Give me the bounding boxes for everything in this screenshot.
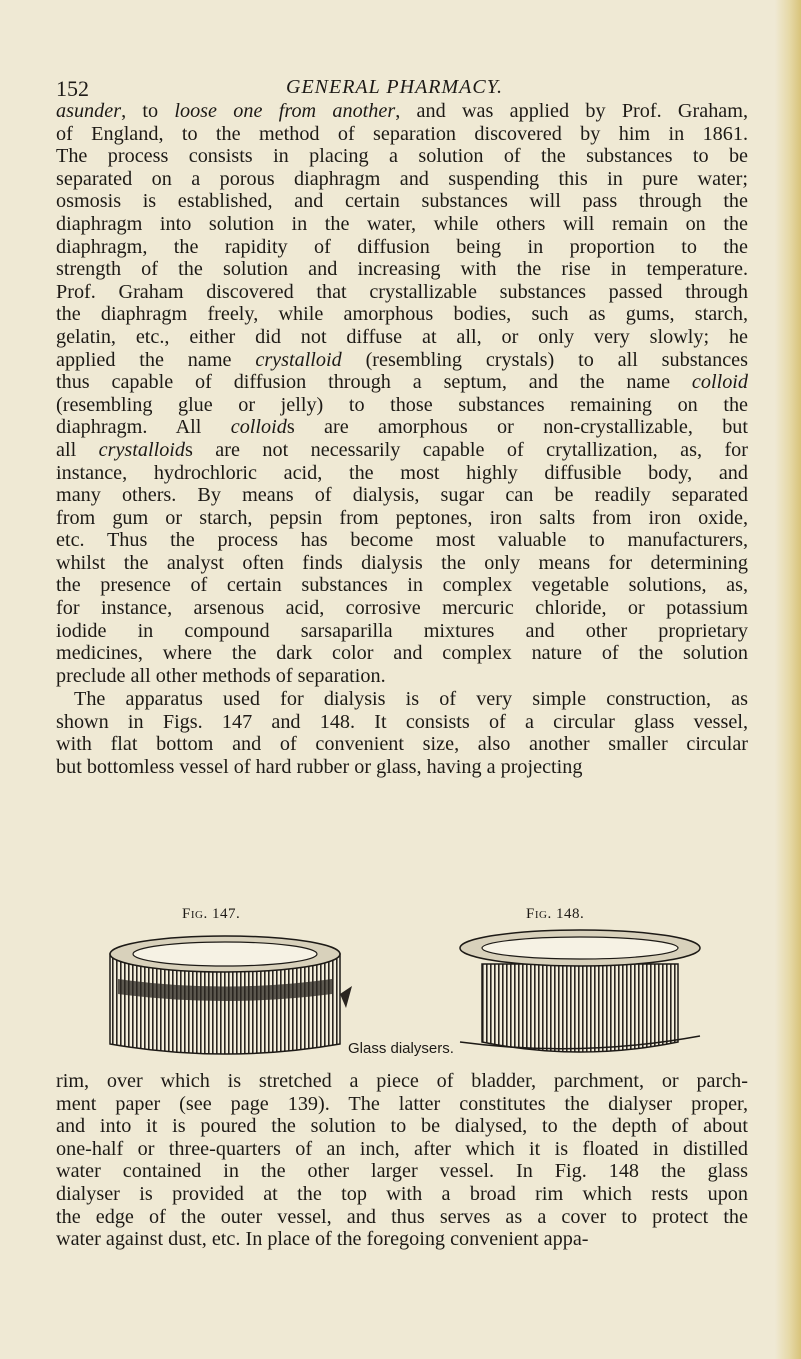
text-line: one-half or three-quarters of an inch, after which it is floated in distilled: [56, 1137, 748, 1160]
text-line: etc. Thus the process has become most valuable to manufacturers,: [56, 529, 748, 552]
text-line: osmosis is established, and certain substances will pass through the: [56, 190, 748, 213]
text-line: dialyser is provided at the top with a broad rim which rests upon: [56, 1182, 748, 1205]
text-line: medicines, where the dark color and complex nature of the solution: [56, 642, 748, 665]
text-line: with flat bottom and of convenient size, also another smaller circular: [56, 733, 748, 756]
text-line: diaphragm. All colloids are amorphous or non-crystallizable, but: [56, 416, 749, 439]
page-number: 152: [56, 76, 89, 101]
text-line: separated on a porous diaphragm and suspending this in pure water;: [56, 167, 748, 190]
text-line: whilst the analyst often finds dialysis the only means for determining: [56, 551, 748, 574]
text-line: and into it is poured the solution to be dialysed, to the depth of about: [56, 1115, 748, 1138]
text-line: all crystalloids are not necessarily capable of crytallization, as, for: [56, 438, 748, 461]
text-line: from gum or starch, pepsin from peptones, iron salts from iron oxide,: [56, 506, 748, 529]
text-line: the presence of certain substances in complex vegetable solutions, as,: [56, 574, 748, 597]
text-line: instance, hydrochloric acid, the most highly diffusible body, and: [56, 461, 748, 484]
text-line: shown in Figs. 147 and 148. It consists of a circular glass vessel,: [56, 710, 748, 733]
text-line: gelatin, etc., either did not diffuse at all, or only very slowly; he: [56, 325, 748, 348]
text-line: strength of the solution and increasing with the rise in temperature.: [56, 258, 748, 281]
text-line: iodide in compound sarsaparilla mixtures and other proprietary: [56, 619, 748, 642]
figure-147-dialyser-illustration: [100, 924, 355, 1059]
text-line: thus capable of diffusion through a septum, and the name colloid: [56, 371, 748, 394]
text-line: ment paper (see page 139). The latter constitutes the dialyser proper,: [56, 1092, 748, 1115]
page-edge-shadow: [775, 0, 801, 1359]
text-line: preclude all other methods of separation.: [56, 664, 386, 687]
figure-caption: Glass dialysers.: [348, 1040, 454, 1057]
text-line: rim, over which is stretched a piece of bladder, parchment, or parch-: [56, 1070, 748, 1092]
text-line: Prof. Graham discovered that crystallizable substances passed through: [56, 280, 748, 303]
text-line: many others. By means of dialysis, sugar can be readily separated: [56, 484, 748, 507]
text-line: but bottomless vessel of hard rubber or glass, having a projecting: [56, 755, 583, 778]
figure-147-label: Fig. 147.: [182, 906, 241, 922]
text-line: diaphragm, the rapidity of diffusion being in proportion to the: [56, 235, 748, 258]
text-line: the edge of the outer vessel, and thus serves as a cover to protect the: [56, 1205, 748, 1228]
text-line: of England, to the method of separation discovered by him in 1861.: [56, 122, 748, 145]
text-line: the diaphragm freely, while amorphous bodies, such as gums, starch,: [56, 303, 748, 326]
text-line: (resembling glue or jelly) to those substances remaining on the: [56, 393, 748, 416]
text-line: water against dust, etc. In place of the foregoing convenient appa-: [56, 1228, 589, 1251]
text-line: diaphragm into solution in the water, while others will remain on the: [56, 212, 748, 235]
figure-148-dialyser-illustration: [450, 924, 710, 1059]
text-line: The process consists in placing a solution of the substances to be: [56, 145, 748, 168]
text-line: applied the name crystalloid (resembling crystals) to all substances: [56, 348, 748, 371]
paragraph-apparatus: [56, 688, 748, 778]
text-line: The apparatus used for dialysis is of very simple construction, as: [74, 688, 748, 710]
text-line: water contained in the other larger vessel. In Fig. 148 the glass: [56, 1160, 748, 1183]
paragraph-dialyser-description: [56, 1070, 748, 1251]
figure-148-label: Fig. 148.: [526, 906, 585, 922]
text-line: for instance, arsenous acid, corrosive mercuric chloride, or potassium: [56, 597, 748, 620]
text-line: asunder, to loose one from another, and was applied by Prof. Graham,: [56, 100, 748, 122]
running-head: GENERAL PHARMACY.: [286, 76, 504, 98]
paragraph-dialysis-intro: [56, 100, 748, 687]
